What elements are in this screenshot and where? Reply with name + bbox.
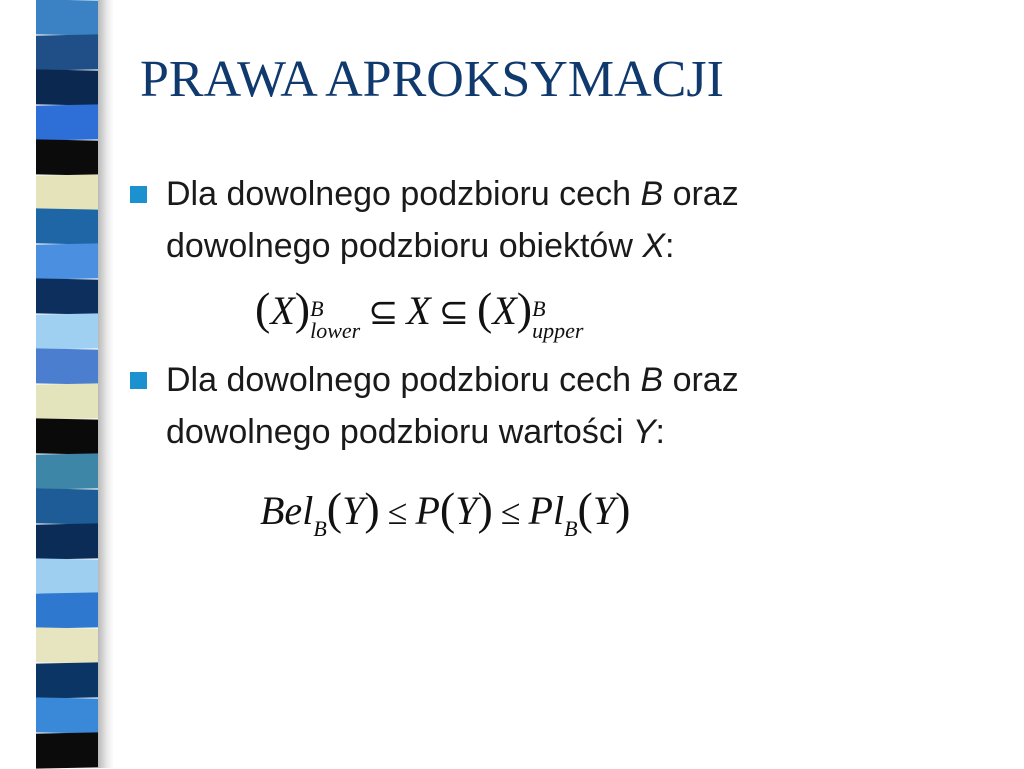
stripe-segment <box>36 34 98 70</box>
bullet-text: dowolnego podzbioru obiektów <box>166 227 643 265</box>
close-paren: ) <box>294 283 311 334</box>
bullet-text: oraz <box>663 361 739 399</box>
bullet-text: Dla dowolnego podzbioru cech <box>166 175 641 213</box>
subset-eq-operator: ⊆ <box>438 292 469 332</box>
stripe-shadow <box>98 0 114 768</box>
bullet-1-line-2 <box>166 220 950 272</box>
decorative-stripe-bar <box>36 0 98 768</box>
open-paren: ( <box>577 483 593 534</box>
subscript-B: B <box>564 516 578 541</box>
stripe-segment <box>36 104 98 140</box>
stripe-segment <box>36 139 98 175</box>
stripe-segment <box>36 383 98 419</box>
bullet-1-line-1 <box>166 168 950 220</box>
close-paren: ) <box>615 483 631 534</box>
variable-X: X <box>642 227 666 265</box>
variable-Y: Y <box>455 488 478 533</box>
bullet-text: : <box>665 227 675 265</box>
stripe-segment <box>36 593 98 629</box>
superscript-B: B <box>532 296 546 322</box>
belief-plausibility-formula <box>260 482 631 541</box>
close-paren: ) <box>364 483 380 534</box>
stripe-segment <box>36 348 98 384</box>
bullet-2-line-2 <box>166 406 950 458</box>
stripe-segment <box>36 488 98 524</box>
bullet-item-2 <box>130 354 950 458</box>
approximation-formula <box>255 282 583 342</box>
bullet-text: oraz <box>663 175 739 213</box>
variable-B: B <box>640 361 664 399</box>
variable-Y: Y <box>592 488 616 533</box>
variable-Y: Y <box>632 413 656 451</box>
stripe-segment <box>36 69 98 105</box>
subscript-upper: upper <box>532 318 584 344</box>
subset-eq-operator: ⊆ <box>368 292 399 332</box>
bullet-text: Dla dowolnego podzbioru cech <box>166 361 641 399</box>
stripe-segment <box>36 279 98 315</box>
bullet-item-1 <box>130 168 950 272</box>
superscript-B: B <box>310 296 324 322</box>
variable-Y: Y <box>342 488 365 533</box>
function-p: P <box>415 488 440 533</box>
variable-X: X <box>270 288 295 333</box>
open-paren: ( <box>255 283 271 334</box>
function-pl: Pl <box>528 488 565 533</box>
stripe-segment <box>36 209 98 245</box>
stripe-segment <box>36 244 98 280</box>
stripe-segment <box>36 174 98 210</box>
stripe-segment <box>36 523 98 559</box>
bullet-text: dowolnego podzbioru wartości <box>166 413 633 451</box>
subscript-B: B <box>313 516 327 541</box>
bullet-square-icon <box>130 186 147 203</box>
subscript-lower: lower <box>310 318 361 344</box>
open-paren: ( <box>477 283 493 334</box>
function-bel: Bel <box>260 488 314 533</box>
slide-title: PRAWA APROKSYMACJI <box>140 51 724 108</box>
stripe-segment <box>36 453 98 489</box>
open-paren: ( <box>439 483 456 534</box>
close-paren: ) <box>477 483 493 534</box>
bullet-text: : <box>655 413 665 451</box>
close-paren: ) <box>516 283 533 334</box>
stripe-segment <box>36 0 98 36</box>
less-equal-operator: ≤ <box>387 492 408 532</box>
stripe-segment <box>36 418 98 454</box>
variable-X: X <box>492 288 517 333</box>
stripe-segment <box>36 697 98 733</box>
stripe-segment <box>36 314 98 350</box>
variable-B: B <box>640 175 664 213</box>
bullet-2-line-1 <box>166 354 950 406</box>
less-equal-operator: ≤ <box>500 492 521 532</box>
stripe-segment <box>36 558 98 594</box>
bullet-square-icon <box>130 372 147 389</box>
variable-X: X <box>406 288 431 333</box>
lower-approx-scripts <box>310 298 360 342</box>
upper-approx-scripts <box>532 298 583 342</box>
stripe-segment <box>36 663 98 699</box>
open-paren: ( <box>326 483 343 534</box>
stripe-segment <box>36 732 98 768</box>
stripe-segment <box>36 628 98 664</box>
